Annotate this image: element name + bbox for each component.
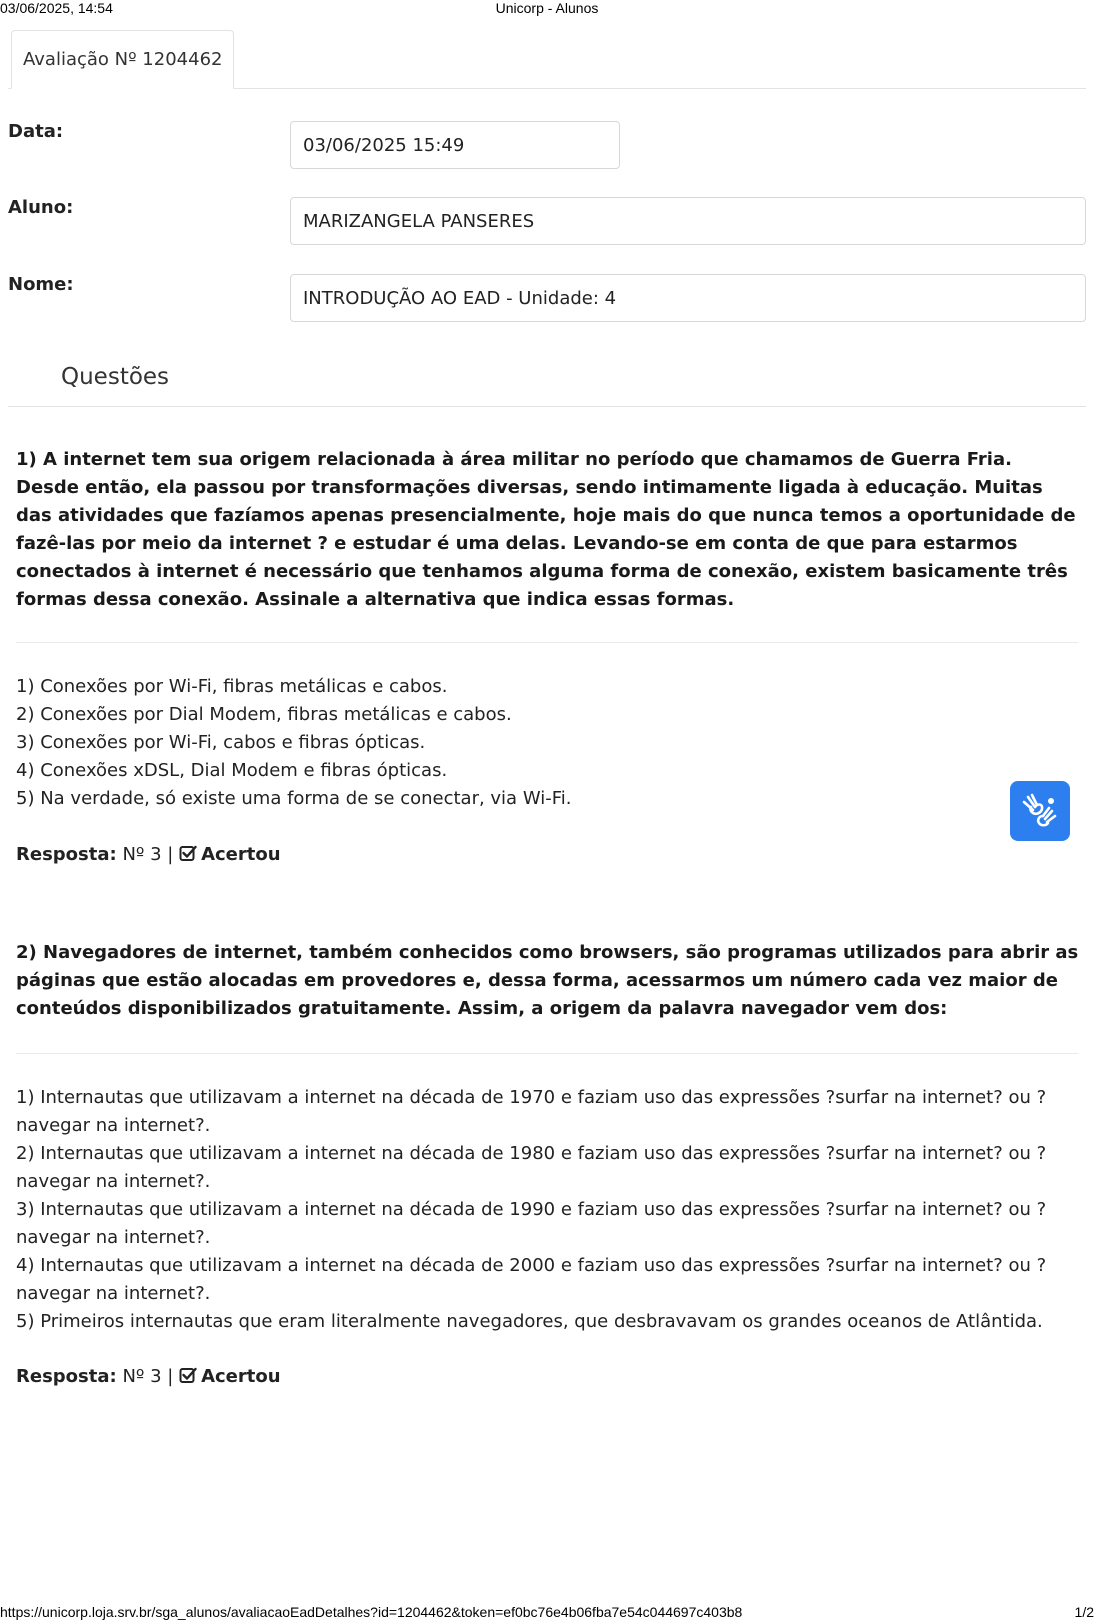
nome-field[interactable]: INTRODUÇÃO AO EAD - Unidade: 4 <box>290 274 1086 322</box>
question-1-text: 1) A internet tem sua origem relacionada à área militar no período que chamamos de Guerra Fria. Desde então, ela passou por transformações diversas, sendo intimamente ligada à educação. Muitas das atividades que fazíamos apenas presencialmente, hoje mais do que nunca temos a oportunidade de fazê-las por meio da internet ? e estudar é uma delas. Levando-se em conta de que para estarmos conectados à internet é necessário que tenhamos alguma forma de conexão, existem basicamente três formas dessa conexão. Assinale a alternativa que indica essas formas. <box>16 449 1076 610</box>
print-url: https://unicorp.loja.srv.br/sga_alunos/avaliacaoEadDetalhes?id=1204462&token=ef0bc76e4b06fba7e54c044697c403b8 <box>0 1604 743 1620</box>
tab-bar <box>8 30 1086 89</box>
tab-avaliacao[interactable]: Avaliação Nº 1204462 <box>11 30 234 89</box>
question-1-divider <box>16 642 1078 643</box>
aluno-row <box>8 197 1086 249</box>
option-item: 4) Conexões xDSL, Dial Modem e fibras ópticas. <box>16 760 448 781</box>
option-item: 2) Internautas que utilizavam a internet na década de 1980 e faziam uso das expressões ?surfar na internet? ou ?navegar na internet?. <box>16 1143 1047 1192</box>
option-item: 3) Internautas que utilizavam a internet na década de 1990 e faziam uso das expressões ?surfar na internet? ou ?navegar na internet?. <box>16 1199 1047 1248</box>
data-field[interactable]: 03/06/2025 15:49 <box>290 121 620 169</box>
option-item: 5) Primeiros internautas que eram literalmente navegadores, que desbravavam os grandes oceanos de Atlântida. <box>16 1311 1043 1332</box>
data-label: Data: <box>8 121 64 142</box>
option-item: 1) Internautas que utilizavam a internet na década de 1970 e faziam uso das expressões ?surfar na internet? ou ?navegar na internet?. <box>16 1087 1047 1136</box>
aluno-field[interactable]: MARIZANGELA PANSERES <box>290 197 1086 245</box>
aluno-label: Aluno: <box>8 197 74 218</box>
accessibility-button[interactable] <box>1010 781 1070 841</box>
option-item: 3) Conexões por Wi-Fi, cabos e fibras ópticas. <box>16 732 426 753</box>
option-item: 1) Conexões por Wi-Fi, fibras metálicas e cabos. <box>16 676 448 697</box>
question-1-options <box>16 673 1080 813</box>
question-2-answer <box>16 1363 281 1393</box>
nome-label: Nome: <box>8 274 74 295</box>
section-title: Questões <box>61 364 170 390</box>
section-divider <box>8 406 1086 407</box>
print-title: Unicorp - Alunos <box>495 0 599 16</box>
question-2-divider <box>16 1053 1078 1054</box>
nome-row <box>8 274 1086 326</box>
answer-label: Resposta: <box>16 844 117 865</box>
check-square-icon <box>179 843 197 871</box>
check-square-icon <box>179 1365 197 1393</box>
print-datetime: 03/06/2025, 14:54 <box>0 0 113 16</box>
option-item: 5) Na verdade, só existe uma forma de se conectar, via Wi-Fi. <box>16 788 572 809</box>
answer-result: Acertou <box>201 844 281 865</box>
data-row <box>8 121 1086 173</box>
question-2-text: 2) Navegadores de internet, também conhecidos como browsers, são programas utilizados para abrir as páginas que estão alocadas em provedores e, dessa forma, acessarmos um número cada vez maior de conteúdos disponibilizados gratuitamente. Assim, a origem da palavra navegador vem dos: <box>16 942 1079 1019</box>
option-item: 4) Internautas que utilizavam a internet na década de 2000 e faziam uso das expressões ?surfar na internet? ou ?navegar na internet?. <box>16 1255 1047 1304</box>
print-header <box>0 0 1094 18</box>
answer-value: Nº 3 | <box>122 1366 174 1387</box>
answer-result: Acertou <box>201 1366 281 1387</box>
answer-value: Nº 3 | <box>122 844 174 865</box>
answer-label: Resposta: <box>16 1366 117 1387</box>
question-2-options <box>16 1084 1080 1336</box>
question-1-answer <box>16 841 281 871</box>
print-footer <box>0 1604 1094 1622</box>
print-page-number: 1/2 <box>1074 1604 1094 1620</box>
option-item: 2) Conexões por Dial Modem, fibras metálicas e cabos. <box>16 704 512 725</box>
